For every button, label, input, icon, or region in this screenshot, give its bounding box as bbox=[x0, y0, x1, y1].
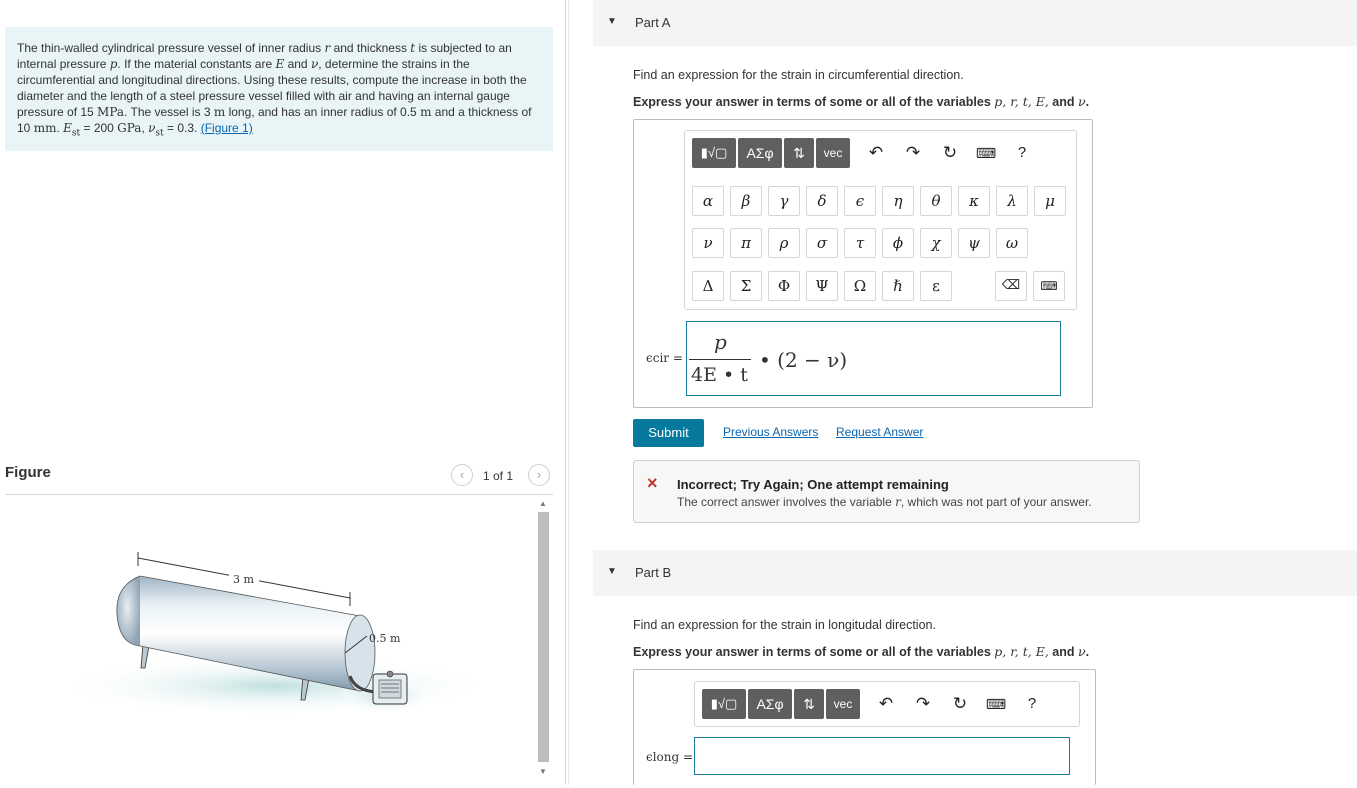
reset-icon[interactable]: ↻ bbox=[942, 143, 958, 162]
problem-text: The thin-walled cylindrical pressure vessel of inner radius bbox=[17, 41, 325, 55]
instruction-text: . bbox=[1085, 95, 1090, 109]
variable-nu: ν bbox=[1078, 644, 1086, 659]
variables-list: p, r, t, E, bbox=[994, 644, 1049, 659]
pane-divider[interactable] bbox=[565, 0, 566, 785]
greek-symbol-button[interactable]: Ω bbox=[844, 271, 876, 301]
greek-symbol-button[interactable]: δ bbox=[806, 186, 838, 216]
figure-image bbox=[5, 496, 535, 785]
greek-symbol-button[interactable]: λ bbox=[996, 186, 1028, 216]
part-a-instruction bbox=[633, 94, 1089, 109]
keyboard-toggle-icon[interactable]: ⌨ bbox=[1033, 271, 1065, 301]
var-nu: ν bbox=[310, 57, 319, 71]
variables-list: p, r, t, E, bbox=[994, 94, 1049, 109]
keyboard-icon[interactable]: ⌨ bbox=[985, 696, 1007, 712]
figure-title: Figure bbox=[5, 464, 51, 481]
subscript-st: st bbox=[155, 128, 164, 139]
part-a-answer-box bbox=[633, 119, 1093, 408]
unit-gpa: GPa bbox=[117, 121, 142, 135]
greek-symbol-button[interactable]: Δ bbox=[692, 271, 724, 301]
unit-m: m bbox=[213, 105, 226, 119]
keyboard-icon[interactable]: ⌨ bbox=[975, 145, 997, 161]
submit-button[interactable]: Submit bbox=[633, 419, 704, 447]
undo-icon[interactable]: ↶ bbox=[878, 694, 894, 713]
pressure-vessel-illustration bbox=[5, 496, 535, 785]
request-answer-link[interactable]: Request Answer bbox=[836, 425, 924, 439]
fraction-numerator: p bbox=[714, 330, 727, 354]
var-r: r bbox=[324, 41, 331, 55]
feedback-variable: r bbox=[895, 495, 901, 509]
greek-symbol-button[interactable]: ρ bbox=[768, 228, 800, 258]
var-p: p bbox=[109, 57, 118, 71]
feedback-text: The correct answer involves the variable bbox=[677, 495, 896, 509]
figure-prev-button[interactable] bbox=[451, 464, 473, 486]
feedback-panel bbox=[633, 460, 1140, 523]
problem-statement bbox=[5, 27, 553, 151]
greek-symbol-button[interactable]: ω bbox=[996, 228, 1028, 258]
problem-text: , determine the strains in the circumferential and longitudinal directions. Using these results, compute the increase in both the diameter and the length of a steel pressure vessel filled with air and having an internal gauge pressure of 15 bbox=[17, 57, 527, 119]
vec-button[interactable]: vec bbox=[826, 689, 860, 719]
part-a-math-input[interactable] bbox=[686, 321, 1061, 396]
templates-button[interactable]: ▮√▢ bbox=[702, 689, 746, 719]
epsilon-cir-label: ϵcir = bbox=[646, 351, 683, 365]
chevron-left-icon: ‹ bbox=[459, 467, 465, 482]
variable-nu: ν bbox=[1078, 94, 1086, 109]
scrollbar-thumb[interactable] bbox=[538, 512, 549, 762]
undo-icon[interactable]: ↶ bbox=[868, 143, 884, 162]
part-b-answer-box bbox=[633, 669, 1096, 785]
unit-m: m bbox=[420, 105, 432, 119]
instruction-text: Express your answer in terms of some or all of the variables bbox=[633, 645, 995, 659]
fraction-denominator: 4E • t bbox=[691, 364, 748, 386]
length-label: 3 m bbox=[233, 573, 254, 586]
greek-symbol-button[interactable]: ϵ bbox=[844, 186, 876, 216]
backspace-icon[interactable]: ⌫ bbox=[995, 271, 1027, 301]
part-b-math-input[interactable] bbox=[694, 737, 1070, 775]
part-b-instruction bbox=[633, 644, 1089, 659]
vec-button[interactable]: vec bbox=[816, 138, 850, 168]
collapse-triangle-icon: ▼ bbox=[607, 566, 617, 577]
reset-icon[interactable]: ↻ bbox=[952, 694, 968, 713]
greek-symbol-button[interactable]: η bbox=[882, 186, 914, 216]
figure-next-button[interactable] bbox=[528, 464, 550, 486]
problem-text: and thickness bbox=[330, 41, 411, 55]
problem-text: , bbox=[141, 121, 149, 135]
greek-symbol-button[interactable]: β bbox=[730, 186, 762, 216]
greek-symbol-button[interactable]: θ bbox=[920, 186, 952, 216]
problem-text: . bbox=[56, 121, 64, 135]
fraction-bar bbox=[689, 359, 751, 360]
part-a-header[interactable] bbox=[593, 0, 1357, 46]
problem-text: . If the material constants are bbox=[117, 57, 276, 71]
greek-symbol-button[interactable]: Ψ bbox=[806, 271, 838, 301]
unit-mpa: MPa bbox=[97, 105, 125, 119]
subscript-st: st bbox=[71, 128, 81, 139]
arrows-button[interactable]: ⇅ bbox=[784, 138, 814, 168]
scroll-down-icon[interactable]: ▼ bbox=[539, 767, 547, 776]
instruction-text: . bbox=[1085, 645, 1090, 659]
greek-symbol-button[interactable]: κ bbox=[958, 186, 990, 216]
greek-symbol-button[interactable]: τ bbox=[844, 228, 876, 258]
part-b-question: Find an expression for the strain in longitudal direction. bbox=[633, 618, 936, 632]
var-t: t bbox=[410, 41, 416, 55]
part-b-title: Part B bbox=[635, 565, 672, 580]
greek-symbol-button[interactable]: ℏ bbox=[882, 271, 914, 301]
var-E-st: E bbox=[63, 121, 72, 135]
unit-mm: mm bbox=[33, 121, 57, 135]
part-a-title: Part A bbox=[635, 15, 671, 30]
problem-text: . The vessel is 3 bbox=[124, 105, 214, 119]
greek-symbol-button[interactable]: ψ bbox=[958, 228, 990, 258]
pane-divider-shadow bbox=[568, 0, 569, 785]
scroll-up-icon[interactable]: ▲ bbox=[539, 499, 547, 508]
greek-symbol-button[interactable]: μ bbox=[1034, 186, 1066, 216]
greek-symbol-button[interactable]: γ bbox=[768, 186, 800, 216]
part-b-header[interactable] bbox=[593, 550, 1357, 596]
problem-text: and a thickness of 10 bbox=[17, 105, 532, 135]
help-button[interactable]: ? bbox=[1027, 695, 1037, 712]
greek-symbol-button[interactable]: π bbox=[730, 228, 762, 258]
help-button[interactable]: ? bbox=[1017, 144, 1027, 161]
figure-counter: 1 of 1 bbox=[483, 469, 514, 483]
problem-text: long, and has an inner radius of 0.5 bbox=[225, 105, 421, 119]
var-E: E bbox=[275, 57, 285, 71]
greek-symbol-button[interactable]: Φ bbox=[768, 271, 800, 301]
radius-label: 0.5 m bbox=[369, 632, 401, 645]
collapse-triangle-icon: ▼ bbox=[607, 16, 617, 27]
greek-symbol-button[interactable]: σ bbox=[806, 228, 838, 258]
greek-symbol-button[interactable]: ϕ bbox=[882, 228, 914, 258]
greek-button[interactable]: ΑΣφ bbox=[748, 689, 792, 719]
redo-icon[interactable]: ↷ bbox=[915, 694, 931, 713]
figure-link[interactable]: (Figure 1) bbox=[200, 121, 253, 135]
expression-tail: • (2 − ν) bbox=[759, 348, 848, 372]
figure-scrollbar[interactable] bbox=[537, 497, 550, 785]
figure-header bbox=[5, 462, 553, 495]
feedback-title: Incorrect; Try Again; One attempt remaining bbox=[677, 477, 949, 492]
greek-button[interactable]: ΑΣφ bbox=[738, 138, 782, 168]
redo-icon[interactable]: ↷ bbox=[905, 143, 921, 162]
math-toolbar bbox=[684, 130, 1077, 310]
math-toolbar-b bbox=[694, 681, 1080, 727]
greek-symbol-button[interactable]: ε bbox=[920, 271, 952, 301]
feedback-message bbox=[677, 495, 1092, 509]
problem-text: and bbox=[284, 57, 311, 71]
problem-text: is subjected to an internal pressure bbox=[17, 41, 512, 71]
var-nu-st: ν bbox=[148, 121, 156, 135]
arrows-button[interactable]: ⇅ bbox=[794, 689, 824, 719]
instruction-text: Express your answer in terms of some or all of the variables bbox=[633, 95, 995, 109]
instruction-text: and bbox=[1048, 645, 1078, 659]
problem-text: = 0.3. bbox=[163, 121, 201, 135]
greek-symbol-button[interactable]: α bbox=[692, 186, 724, 216]
part-a-question: Find an expression for the strain in circumferential direction. bbox=[633, 68, 964, 82]
problem-text: = 200 bbox=[80, 121, 118, 135]
previous-answers-link[interactable]: Previous Answers bbox=[723, 425, 819, 439]
incorrect-x-icon: × bbox=[647, 473, 658, 493]
greek-symbol-button[interactable]: Σ bbox=[730, 271, 762, 301]
greek-symbol-button[interactable]: ν bbox=[692, 228, 724, 258]
feedback-text: , which was not part of your answer. bbox=[900, 495, 1092, 509]
epsilon-long-label: ϵlong = bbox=[646, 750, 694, 764]
greek-symbol-button[interactable]: χ bbox=[920, 228, 952, 258]
templates-button[interactable]: ▮√▢ bbox=[692, 138, 736, 168]
instruction-text: and bbox=[1048, 95, 1078, 109]
chevron-right-icon: › bbox=[536, 467, 542, 482]
